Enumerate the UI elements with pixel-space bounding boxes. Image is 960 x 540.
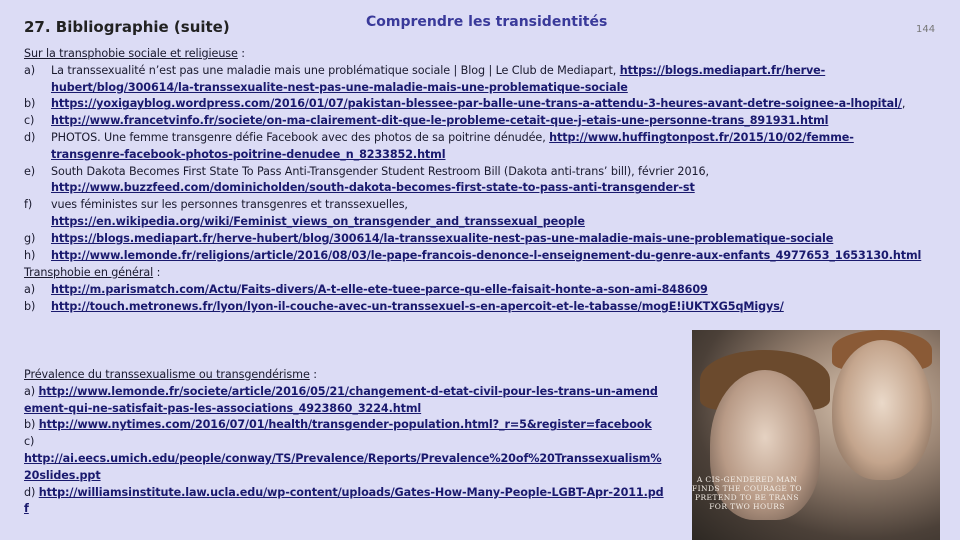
list-item [24, 96, 924, 113]
reference-text: South Dakota Becomes First State To Pass Anti-Transgender Student Restroom Bill (Dakota anti-trans’ bill), février 2016, [51, 164, 709, 178]
list-marker: b) [24, 418, 39, 432]
reference-link[interactable]: http://www.lemonde.fr/societe/article/2016/05/21/changement-d-etat-civil-pour-les-trans-un-amendement-qui-ne-satisfait-pas-les-associations_4923860_3224.html [24, 384, 658, 415]
reference-link[interactable]: http://williamsinstitute.law.ucla.edu/wp-content/uploads/Gates-How-Many-People-LGBT-Apr-2011.pdf [24, 485, 664, 516]
list-marker: e) [24, 164, 36, 178]
list-marker: d) [24, 485, 39, 499]
list-marker: c) [24, 114, 35, 128]
reference-list [24, 282, 924, 316]
list-item [24, 248, 924, 265]
reference-link[interactable]: https://blogs.mediapart.fr/herve-hubert/blog/300614/la-transsexualite-nest-pas-une-maladie-mais-une-problematique-sociale [51, 63, 826, 94]
list-item [24, 485, 664, 519]
reference-text: PHOTOS. Une femme transgenre défie Facebook avec des photos de sa poitrine dénudée, [51, 130, 550, 144]
slide-subtitle: Comprendre les transidentités [366, 14, 608, 30]
reference-link[interactable]: http://m.parismatch.com/Actu/Faits-divers/A-t-elle-ete-tuee-parce-qu-elle-faisait-honte-a-son-ami-848609 [51, 282, 708, 296]
reference-list [24, 63, 924, 265]
reference-tail: , [901, 97, 906, 111]
list-item [24, 451, 664, 485]
list-marker: f) [24, 198, 33, 212]
list-item [24, 113, 924, 130]
slide-title: 27. Bibliographie (suite) [24, 18, 230, 36]
list-item [24, 384, 664, 418]
list-marker: a) [24, 63, 36, 77]
list-marker: b) [24, 97, 36, 111]
movie-poster-image [692, 330, 940, 540]
page-number: 144 [916, 24, 936, 35]
list-item [24, 417, 664, 434]
section-prevalence [24, 367, 664, 518]
reference-link[interactable]: https://en.wikipedia.org/wiki/Feminist_views_on_transgender_and_transsexual_people [51, 214, 585, 228]
list-marker: a) [24, 384, 39, 398]
list-item [24, 197, 924, 231]
reference-link[interactable]: http://www.lemonde.fr/religions/article/2016/08/03/le-pape-francois-denonce-l-enseignement-du-genre-aux-enfants_4977653_1653130.html [51, 248, 922, 262]
list-marker: b) [24, 299, 36, 313]
list-item [24, 282, 924, 299]
section-heading: Prévalence du transsexualisme ou transgendérisme : [24, 368, 317, 381]
list-item [24, 130, 924, 164]
reference-link[interactable]: http://www.buzzfeed.com/dominicholden/south-dakota-becomes-first-state-to-pass-anti-transgender-st [51, 181, 695, 195]
reference-link[interactable]: https://blogs.mediapart.fr/herve-hubert/blog/300614/la-transsexualite-nest-pas-une-maladie-mais-une-problematique-sociale [51, 231, 834, 245]
list-marker: d) [24, 130, 36, 144]
reference-text: La transsexualité n’est pas une maladie mais une problématique sociale | Blog | Le Club de Mediapart, [51, 63, 620, 77]
list-item [24, 231, 924, 248]
reference-link[interactable]: http://www.francetvinfo.fr/societe/on-ma-clairement-dit-que-le-probleme-cetait-que-j-etais-une-personne-trans_891931.html [51, 114, 829, 128]
list-marker: a) [24, 282, 36, 296]
list-item [24, 434, 664, 451]
section-general-transphobia [24, 265, 924, 315]
reference-link[interactable]: http://touch.metronews.fr/lyon/lyon-il-couche-avec-un-transsexuel-s-en-apercoit-et-le-tabasse/mogE!iUKTXG5qMigys/ [51, 299, 784, 313]
reference-link[interactable]: http://www.nytimes.com/2016/07/01/health/transgender-population.html?_r=5&register=facebook [38, 418, 652, 432]
reference-link[interactable]: http://ai.eecs.umich.edu/people/conway/TS/Prevalence/Reports/Prevalence%20of%20Transsexualism%20slides.ppt [24, 451, 662, 482]
reference-text: vues féministes sur les personnes transgenres et transsexuelles, [51, 198, 408, 212]
list-item [24, 164, 924, 198]
reference-list [24, 384, 664, 518]
poster-tagline: A CIS-GENDERED MAN FINDS THE COURAGE TO PRETEND TO BE TRANS FOR TWO HOURS [692, 475, 802, 511]
list-item [24, 63, 924, 97]
list-marker: g) [24, 231, 36, 245]
section-heading: Transphobie en général : [24, 266, 161, 279]
reference-link[interactable]: http://www.huffingtonpost.fr/2015/10/02/femme-transgenre-facebook-photos-poitrine-denudee_n_8233852.html [51, 130, 854, 161]
list-marker: c) [24, 435, 35, 449]
section-religious-transphobia [24, 46, 924, 264]
list-item [24, 299, 924, 316]
list-marker: h) [24, 248, 36, 262]
section-heading: Sur la transphobie sociale et religieuse : [24, 47, 245, 60]
reference-link[interactable]: https://yoxigayblog.wordpress.com/2016/01/07/pakistan-blessee-par-balle-une-trans-a-attendu-3-heures-avant-detre-soignee-a-lhopital/ [51, 97, 902, 111]
